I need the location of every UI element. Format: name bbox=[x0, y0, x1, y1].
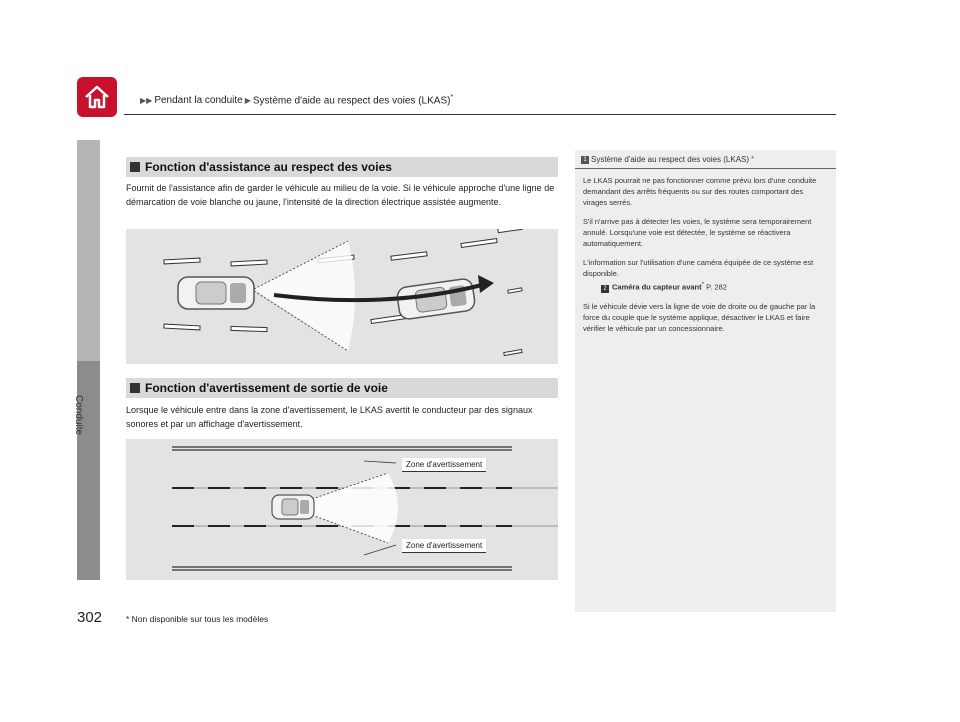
section-warning-text: Lorsque le véhicule entre dans la zone d'avertissement, le LKAS avertit le conducteur par des signaux sonores et par un affichage d'avertissement. bbox=[126, 405, 533, 429]
breadcrumb-item-lkas[interactable]: Système d'aide au respect des voies (LKAS)* bbox=[252, 94, 454, 107]
cross-reference-icon: 2 bbox=[601, 285, 609, 293]
breadcrumb-arrow-icon: ▶ bbox=[244, 95, 251, 105]
note-panel bbox=[575, 150, 836, 612]
chapter-label: Conduite bbox=[73, 395, 84, 436]
home-icon bbox=[83, 84, 111, 110]
car-left-icon bbox=[178, 277, 254, 309]
camera-reference-link[interactable]: 2 Caméra du capteur avant* P. 282 bbox=[583, 279, 828, 293]
note-paragraph-2: S'il n'arrive pas à détecter les voies, le système sera temporairement annulé. Lorsqu'une voie est détectée, le système se réactivera automatiquement. bbox=[583, 217, 812, 248]
note-title: 1 Système d'aide au respect des voies (LKAS) * bbox=[575, 150, 836, 169]
breadcrumb bbox=[140, 94, 453, 106]
car-icon bbox=[272, 495, 314, 519]
section-square-icon bbox=[130, 383, 140, 393]
lane-assist-figure bbox=[126, 229, 558, 364]
note-marker-icon: 1 bbox=[581, 156, 589, 164]
breadcrumb-item-driving[interactable]: Pendant la conduite bbox=[154, 94, 243, 106]
chapter-tab-highlight bbox=[77, 140, 100, 361]
warning-zone-label-top: Zone d'avertissement bbox=[402, 458, 486, 472]
section-assist-text: Fournit de l'assistance afin de garder le véhicule au milieu de la voie. Si le véhicule approche d'une ligne de démarcation de voie blanche ou jaune, l'intensité de la direction électrique assistée augmente. bbox=[126, 183, 555, 207]
page-number: 302 bbox=[77, 609, 103, 626]
section-heading-assist: Fonction d'assistance au respect des voies bbox=[126, 157, 558, 177]
note-paragraph-1: Le LKAS pourrait ne pas fonctionner comme prévu lors d'une conduite demandant des arrêts fréquents ou sur des routes comportant des virages serrés. bbox=[583, 176, 817, 207]
header-divider bbox=[124, 114, 836, 115]
arrow-head-icon bbox=[478, 275, 494, 293]
warning-zone-label-bottom: Zone d'avertissement bbox=[402, 539, 486, 553]
lane-warning-figure bbox=[126, 439, 558, 580]
section-square-icon bbox=[130, 162, 140, 172]
breadcrumb-arrow-icon: ▶▶ bbox=[140, 95, 153, 105]
note-paragraph-4: Si le véhicule dévie vers la ligne de voie de droite ou de gauche par la force du couple que le système applique, désactiver le LKAS et faire vérifier le véhicule par un concessionnaire. bbox=[583, 301, 816, 333]
footnote: * Non disponible sur tous les modèles bbox=[126, 614, 269, 624]
home-button[interactable] bbox=[77, 77, 117, 117]
note-paragraph-3: L'information sur l'utilisation d'une caméra équipée de ce système est disponible. 2 Caméra du capteur avant* P. 282 bbox=[583, 257, 828, 293]
section-heading-warning: Fonction d'avertissement de sortie de voie bbox=[126, 378, 558, 398]
